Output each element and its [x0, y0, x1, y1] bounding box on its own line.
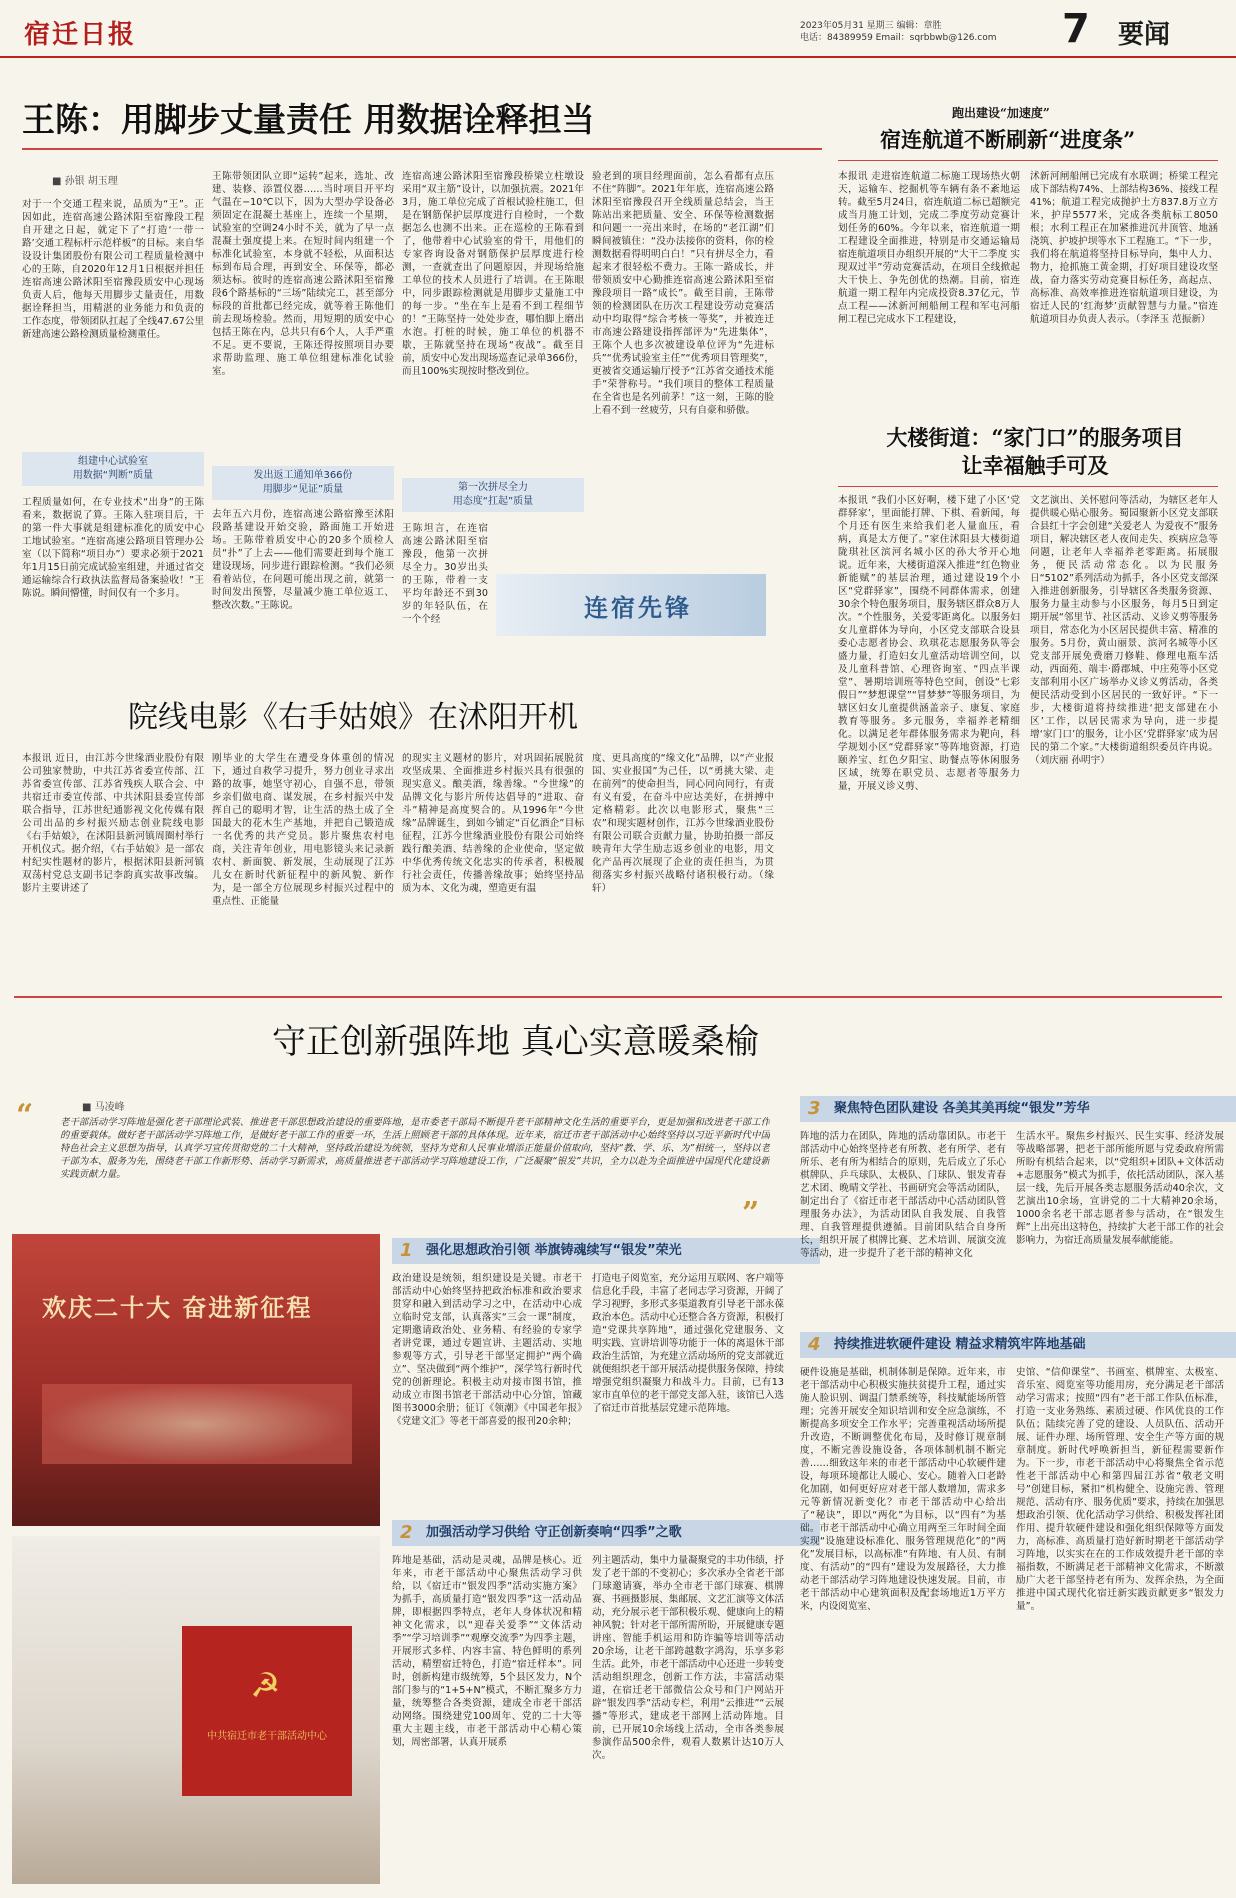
newspaper-logo: 宿迁日报 [24, 20, 137, 50]
sec1-number: 1 [400, 1240, 413, 1261]
article4-col2: 刚毕业的大学生在遭受身体重创的情况下，通过自救学习提升，努力创业寻求出路的故事，她坚守初心，自强不息，带领乡亲们做电商、谋发展，在乡村振兴中发挥自己的聪明才智，让生活的热土成了全国最大的花木生产基地，并把自己锻造成一名优秀的共产党员。影片聚焦农村电商，关注青年创业，用电影镜头来记录新农村、新面貌、新发展，生动展现了江苏儿女在新时代新征程中的新风貌、新作为，是一部全方位展现乡村振兴过程中的重点性、正能量 [212, 753, 394, 907]
article1-subhead1: 组建中心试验室 用数据“判断”质量 [22, 452, 204, 486]
article1-col4a: 验老到的项目经理面前，怎么看都有点压不住“阵脚”。2021年年底，连宿高速公路沭阳至宿豫段召开全线质量总结会，当王陈站出来把质量、安全、环保等检测数据和问题一一亮出来时，在场的“老江湖”们瞬间被镇住：“没办法接你的资料，你的检测数据看得明明白白！”只有拼尽全力，看起来才很轻松不费力。王陈一路成长，并带领质安中心勤推连宿高速公路沭阳至宿豫段项目一路“成长”。截至目前，王陈带领的检测团队在历次工程建设劳动竞赛活动中均取得“综合考核一等奖”，并被连迁市高速公路建设指挥部评为“先进集体”，王陈个人也多次被建设单位评为“先进标兵”“优秀试验室主任”“优秀项目管理奖”，更被省交通运输厅授予“江苏省交通技术能手”荣誉称号。“我们项目的整体工程质量在全省也是名列前茅！”这一刻，王陈的脸上看不到一丝疲劳，只有自豪和骄傲。 [592, 171, 774, 416]
masthead [0, 0, 1236, 58]
article2-col1: 本报讯 走进宿连航道二标施工现场热火朝天，运输车、挖掘机等车辆有条不紊地运转。截至5月24日，宿连航道二标已超额完成当月施工计划，完成二季度劳动竞赛计划任务的60%。今年以来，宿连航道一期工程建设全面推进，特别是市交通运输局宿连航道项目办组织开展的“大干二季度 实现双过半”劳动竞赛活动，在项目全线掀起大干快上、争先创优的热潮。目前，宿连航道一期工程年内完成投资8.37亿元，节点工程——沭新河闸船闸工程和军屯河船闸工程已完成水下工程建设， [838, 171, 1020, 325]
article2-title: 宿连航道不断刷新“进度条” [880, 127, 1136, 152]
article2-col2: 沭新河闸船闸已完成有水联调；桥梁工程完成下部结构74%、上部结构36%、接线工程41%；航道工程完成抛护土方837.8万立方米，护岸5577米，完成各类航标工8050根；水利工程正在加紧推进沉井顶管、地涵浇筑、护坡护坝等水下工程施工。“下一步，我们将在航道将坚持目标导向，集中人力、物力，抢抓施工黄金期，打好项目建设攻坚战，奋力落实劳动竞赛目标任务，高起点、高标准、高效率推进连宿航道项目建设，为宿迁人民的‘红海梦’贡献智慧与力量。”宿连航道项目办负责人表示。（李泽玉 范振新） [1030, 171, 1218, 325]
sec4-col2: 史馆、“信仰课堂”、书画室、棋牌室、太极室、音乐室、阅览室等功能用房，充分满足老干部活动学习需求；按照“四有”老干部工作队伍标准，打造一支业务熟练、素质过硬、作风优良的工作队伍；陆续完善了党的建设、人员队伍、活动开展、证件办理、场所管理、安全生产等方面的规章制度。新时代呼唤新担当，新征程需要新作为。下一步，市老干部活动中心将聚焦全省示范性老干部活动中心和第四届江苏省“敬老文明号”创建目标，紧扣“机构健全、设施完善、管理规范、活动有序、服务优质”要求，持续在加强思想政治引领、优化活动学习供给、积极发挥社团作用、提升软硬件建设和强化组织保障等方面发力，高标准、高质量打造好新时期老干部活动学习阵地，以实实在在的工作成效提升老干部的幸福指数，不断满足老干部精神文化需求，不断激励广大老干部坚持老有所为、发挥余热，为全面推进中国式现代化宿迁新实践贡献更多“银发力量”。 [1016, 1367, 1224, 1612]
dancers-figure [42, 1384, 352, 1464]
sec3-col2: 生活水平。聚焦乡村振兴、民生实事、经济发展等战略部署，把老干部所能所愿与党委政府所需所盼有机结合起来，以“党组织+团队+文体活动+志愿服务”模式为抓手，依托活动团队，深入基层一线，先后开展各类志愿服务活动40余次，文艺演出10余场，宣讲党的二十大精神20余场，1000余名老干部志愿者参与活动，在“银发生辉”上出亮出这特色，持续扩大老干部工作的社会影响力，为宿迁高质量发展奉献能能。 [1016, 1131, 1224, 1246]
date-line: 2023年05月31 星期三 编辑：章胜 [800, 21, 942, 31]
sec3-number: 3 [808, 1098, 821, 1119]
page-number: 7 [1062, 6, 1090, 52]
article2-rule [838, 160, 1218, 161]
article1-rule [22, 148, 822, 150]
sec1-col1: 政治建设是统领，组织建设是关键。市老干部活动中心始终坚持把政治标准和政治要求贯穿和融入到活动学习之中，在活动中心成立临时党支部，认真落实“三会一课”制度，定期邀请政治处、业务精、有经验的专家学者讲党课，通过专题宣讲、主题活动、实地参观等方式，引导老干部坚定拥护“两个确立”、坚决做到“两个维护”，深学笃行新时代党的创新理论。积极主动对接市图书馆，推动成立市图书馆老干部活动中心分馆，馆藏图书3000余册；征订《领潮》《中国老年报》《党建文汇》等老干部喜爱的报刊20余种； [392, 1273, 582, 1427]
article1-col1b: 工程质量如何，在专业技术“出身”的王陈看来，数据说了算。王陈入驻项目后，干的第一件大事就是组建标准化的质安中心工地试验室。“连宿高速公路项目管理办公室（以下简称“项目办”）要求必须于2021年1月15日前完成试验室组建，并通过省交通运输综合行政执法监督局备案验收！”王陈说。瞬间懵懂，时间仅有一个多月。 [22, 497, 204, 599]
section-divider [14, 996, 1222, 998]
article5-title: 守正创新强阵地 真心实意暖桑榆 [272, 1022, 759, 1062]
article3-title: 大楼街道：“家门口”的服务项目 让幸福触手可及 [886, 425, 1184, 478]
article1-title: 王陈：用脚步丈量责任 用数据诠释担当 [22, 100, 595, 139]
article3-col1: 本报讯 “我们小区好啊，楼下建了小区‘党群驿家’，里面能打牌、下棋、看新闻，每个月还有医生来给我们老人量血压，看病，真是太方便了。”家住沭阳县大楼街道陇琪社区滨河名城小区的孙大爷开心地说。近年来，大楼街道深入推进“红色物业新能赋”的基层治理，通过建设19个小区“党群驿家”，围绕不同群体需求，创建30余个特色服务项目，服务辖区群众8万人次。“个性服务，关爱零距离化。以服务妇女儿童群体为导向，小区党支部联合设县委心志愿者协会、玖琪花志愿服务队等会盛力量，打造妇女儿童活动培训空间，以及儿童科普馆、心理咨询室、“四点半课堂”、暑期培训班等特色空间，创设“七彩假日”“梦想课堂”“冒梦梦”等服务项目，为辖区妇女儿童提供涵盖亲子、康复、家庭教育等服务。多元服务，幸福养老精细化。以满足老年群体服务需求为靶向，科学规划小区“党群驿家”等阵地资源，打造颐养宝、红色夕阳宝、助餐点等休闲服务区域，统筹在职党员、志愿者等服务力量，开展义诊义剪、 [838, 495, 1020, 792]
party-wall [182, 1626, 352, 1796]
article1-col1a: 对于一个交通工程来说，品质为“王”。正因如此，连宿高速公路沭阳至宿豫段工程自开建之日起，就定下了“打造‘一带一路’交通工程标杆示范样板”的目标。来自华设设计集团股份有限公司工程质量检测中心的王陈，自2020年12月1日根据并担任连宿高速公路沭阳至宿豫段质安中心现场负责人后，他每天用脚步丈量责任，用数据诠释担当，用精湛的业务能力和负责的工作态度，带领团队扛起了全线47.67公里新建高速公路检测质量检测重任。 [22, 199, 204, 340]
article3-rule [838, 486, 1218, 487]
article5-byline: ■ 马凌峰 [82, 1102, 125, 1113]
article3-col2: 文艺演出、关怀慰问等活动，为辖区老年人提供暖心贴心服务。蜀园聚新小区党支部联合县红十字会创建“关爱老人 为爱夜不”服务项目，解决辖区老人夜间走失、疾病应急等问题，让老年人幸福养老零距离。拓展服务，便民活动常态化。以为民服务日“5102”系列活动为抓手，各小区党支部深入推进创新服务，引导辖区各类服务资源、服务力量主动参与小区服务，每月5日到定期开展“邻里节、社区活动、义诊义剪等服务项目，常态化为小区居民提供丰富、精准的服务。5月份，黄山丽景、滨河名城等小区党支部开展免费磨刀修鞋、修理电瓶车活动，西面苑、端丰·爵郡城、中庄苑等小区党支部利用小区广场举办义诊义剪活动，各类便民活动受到小区居民的一致好评。“下一步，大楼街道将持续推进‘把支部建在小区’工作，以居民需求为导向，进一步提增‘家门口’的服务，让小区‘党群驿家’成为居民的第二个家。”大楼街道组织委员许冉说。（刘庆丽 孙明宇） [1030, 495, 1218, 766]
quote-mark-icon: “ [16, 1098, 34, 1133]
article1-byline: ■ 孙银 胡玉理 [52, 176, 118, 187]
sec1-col2: 打造电子阅览室，充分运用互联网、客户端等信息化手段，丰富了老同志学习资源，开阔了学习视野，多形式多渠道教育引导老干部永葆政治本色。活动中心还整合各方资源，积极打造“党课共享阵地”，通过强化党建服务、文明实践、宣讲培训等功能于一体的离退休干部政治生活馆，为充建立活动场所的党支部就近就便组织老干部开展活动提供服务保障，持续增强党组织凝聚力和战斗力。目前，已有13家市直单位的老干部党支部入驻，该馆已入选了宿迁市首批基层党建示范阵地。 [592, 1273, 784, 1414]
stage-performance-photo [12, 1234, 380, 1526]
article1-col3b: 王陈坦言，在连宿高速公路沭阳至宿豫段，他第一次拼尽全力。30岁出头的王陈，带着一支平均年龄还不到30岁的年轻队伍，在一个个经 [402, 523, 488, 625]
photo-banner-text: 欢庆二十大 奋进新征程 [42, 1293, 313, 1322]
sec4-col1: 硬件设施是基础，机制体制是保障。近年来，市老干部活动中心积极实施扶贫提升工程，通过实施人脸识别、调温门禁系统等，科技赋能场所管理；完善开展安全知识培训和安全应急演练，不断提高多项安全工作水平；完善重视活动场所提升改造，不断调整优化布局，及时修订规章制度，不断完善设施设备，各项体制机制不断完善……细致这年来的市老干部活动中心软硬件建设，每项环境都让人暖心、安心。随着入口老龄化加剧，如何更好应对老干部人数增加，需求多元等新情况新变化？市老干部活动中心给出了“秘诀”，即以“两化”为目标，以“四有”为基础。市老干部活动中心确立用两至三年时间全面实现“设施建设标准化、服务管理规范化”的“两化”发展目标，以高标准“有阵地、有人员、有制度、有活动”的“四有”建设为发展路径，大力推动老干部活动学习阵地建设快速发展。目前，市老干部活动中心建筑面积及配套场地近1万平方米，内设阅览室、 [800, 1367, 1006, 1612]
article1-col2b: 去年五六月份，连宿高速公路宿豫至沭阳段路基建设开始交验，路面施工开始进场。王陈带着质安中心的20多个质检人员“扑”了上去——他们需要赶到每个施工建设现场，同步进行跟踪检测。“我们必须看着站位，在问题可能出现之前，就第一时间发出预警，尽量减少施工单位返工、整改次数。”王陈说。 [212, 509, 394, 611]
article1-col3a: 连宿高速公路沭阳至宿豫段桥梁立柱墩设采用“双主筋”设计，以加强抗震。2021年3月，施工单位完成了首根试验柱施工，但是在钢筋保护层厚度进行自检时，一个数据怎么也测不出来。正在巡检的王陈看到了，他带着中心试验室的骨干，用他们的专家咨询设备对钢筋保护层厚度进行检测，一查就查出了问题原因，并现场给施工单位的技术人员进行了培训。在王陈眼中，同步跟踪检测就是用脚步丈量施工中的每一步。“坐在车上是看不到工程细节的！”王陈坚持一处处步查，哪怕脚上磨出水泡。打桩的时候，施工单位的机器不歇，王陈就坚持在现场“夜战”。截至目前，质安中心发出现场巡查记录单366份，而且100%实现按时整改到位。 [402, 171, 584, 377]
article2-kicker: 跑出建设“加速度” [952, 106, 1050, 120]
sec3-bar [800, 1096, 1236, 1122]
sec4-number: 4 [808, 1334, 821, 1355]
wall-text: 中共宿迁市老干部活动中心 [207, 1731, 327, 1742]
column-banner-text: 连宿先锋 [584, 593, 692, 622]
article4-col4: 度、更具高度的“缘文化”品牌，以“产业报国、实业报国”为己任，以“勇挑大梁、走在前列”的使命担当，同心同向同行，有责有义有爱，在奋斗中应达美好，在拼搏中定格精彩。此次以电影形式，聚焦“三农”和现实题材创作，江苏今世缘酒业股份有限公司联合贡献力量，协助拍摄一部反映青年大学生励志返乡创业的电影，用文化产品再次展现了企业的责任担当，为贯彻落实乡村振兴战略付诸积极行动。（缘轩） [592, 753, 774, 894]
quote-close-icon: ” [742, 1196, 760, 1231]
issue-meta [800, 20, 997, 44]
contact-line: 电话：84389959 Email：sqrbbwb@126.com [800, 33, 997, 43]
article4-col3: 的现实主义题材的影片，对巩固拓展脱贫攻坚成果、全面推进乡村振兴具有很强的现实意义。酿美酒，缘善缘。“今世缘”的品牌文化与影片所传达倡导的“进取、奋斗”精神是高度契合的。从1996年“今世缘”品牌诞生，到如今铺定“百亿酒企”目标征程，江苏今世缘酒业股份有限公司始终践行酿美酒、结善缘的企业使命，坚定做中华优秀传统文化忠实的传承者，积极履行社会责任，传播善缘故事；始终坚持品质为本、文化为魂，塑造更有温 [402, 753, 584, 894]
article5-lead: 老干部活动学习阵地是强化老干部理论武装、推进老干部思想政治建设的重要阵地，是市委老干部局不断提升老干部精神文化生活的重要平台，更是加强和改进老干部工作的重要载体。做好老干部活动学习阵地工作，是做好老干部工作的重要一环，生活上照顾老干部的具体体现。近年来，宿迁市老干部活动中心始终坚持以习近平新时代中国特色社会主义思想为指导，认真学习宣传贯彻党的二十大精神，坚持政治建设为统领，坚持为党和人民事业增添正能量价值取向，坚持“教、学、乐、为”相统一，坚持以老干部为本、服务为先，围绕老干部工作新形势、活动学习新需求，高质量推进老干部活动学习阵地建设工作，广泛凝聚“银发”共识，全力以赴为全面推进中国现代化建设新实践贡献力量。 [60, 1117, 770, 1180]
article1-subhead2: 发出返工通知单366份 用脚步“见证”质量 [212, 466, 394, 500]
sec2-title: 加强活动学习供给 守正创新奏响“四季”之歌 [426, 1525, 682, 1540]
sec2-bar [392, 1520, 820, 1546]
article1-col2a: 王陈带领团队立即“运转”起来，选址、改建、装修、添置仪器……当时项目开平均气温在−10℃以下，因为大型办学设备必须固定在混凝土基座上，连续一个星期，试验室的空调24小时不关，就为了早一点混凝土强度提上来。在短时间内组建一个标准化试验室，本身就不轻松，从面积达标到布局合理，再到安全、环保等，都必须达标。彼时的连宿高速公路沭阳至宿豫段6个路基标的“三场”陆续完工，甚至部分标段的首批都已经完成，就等着王陈他们前去现场检验。然而，用短期的质安中心包括王陈在内，总共只有6个人，人手严重不足。更不要说，王陈还得按照项目办要求帮助监理、施工单位组建标准化试验室。 [212, 171, 394, 377]
activity-center-photo [12, 1536, 380, 1884]
sec1-title: 强化思想政治引领 举旗铸魂续写“银发”荣光 [426, 1243, 682, 1258]
sec2-col2: 列主题活动，集中力量凝聚党的丰功伟绩，抒发了老干部的不变初心；多次承办全省老干部门球邀请赛，举办全市老干部门球赛、棋牌赛、书画摄影展、集邮展、文艺汇演等文体活动，充分展示老干部积极乐观、健康向上的精神风貌；针对老干部所需所盼，开展健康专题讲座、智能手机运用和防诈骗等培训等活动20余场，让老干部跨越数字鸿沟，乐享多彩生活。此外，市老干部活动中心还进一步转变活动组织理念，创新工作方法，丰富活动渠道，在宿迁老干部微信公众号和门户网站开辟“银发四季”活动专栏，利用“云推进”“云展播”等形式，建成老干部网上活动阵地。目前，已开展10余场线上活动，全市各类参展参演作品500余件，观看人数累计达10万人次。 [592, 1555, 784, 1761]
sec3-col1: 阵地的活力在团队，阵地的活动靠团队。市老干部活动中心始终坚持老有所教、老有所学、老有所乐、老有所为相结合的原则，先后成立了乐心棋牌队、乒乓球队、太极队、门球队、银发青春艺术团、晚晴文学社、书画研究会等活动团队，制定出台了《宿迁市老干部活动中心活动团队管理服务办法》，为活动团队自我发展、自我管理、自我管理提供遵循。目前团队结合自身所长，组织开展了棋牌比赛、艺术培训、展演交流等活动，进一步提升了老干部的精神文化 [800, 1131, 1006, 1259]
sec1-bar [392, 1238, 820, 1264]
sec2-number: 2 [400, 1522, 413, 1543]
section-name: 要闻 [1118, 20, 1171, 50]
sec3-title: 聚焦特色团队建设 各美其美再绽“银发”芳华 [834, 1101, 1090, 1116]
article4-col1: 本报讯 近日，由江苏今世缘酒业股份有限公司独家赞助，中共江苏省委宣传部、江苏省委宣传部、江苏省残疾人联合会、中共宿迁市委宣传部、中共沭阳县委宣传部联合指导，江苏世纪通影视文化传媒有限公司出品的乡村振兴励志创业院线电影《右手姑娘》，在沭阳县新河镇周圈村举行开机仪式。据介绍，《右手姑娘》是一部农村纪实性题材的影片，根据沭阳县新河镇双荡村党总支副书记李韵真实故事改编。影片主要讲述了 [22, 753, 204, 894]
column-banner [496, 574, 766, 636]
article1-subhead3: 第一次拼尽全力 用态度“扛起”质量 [402, 478, 584, 512]
sec2-col1: 阵地是基础，活动是灵魂，品牌是核心。近年来，市老干部活动中心聚焦活动学习供给，以《宿迁市“银发四季”活动实施方案》为抓手，高质量打造“银发四季”这一活动品牌，即根据四季特点，老年人身体状况和精神文化需求，以“迎春关爱季”“文体活动季”“学习培训季”“观摩交流季”为四季主题，开展形式多样、内容丰富、特色鲜明的系列活动，精塑宿迁特色，打造“宿迁样本”。同时，创新构建市级统筹，5个县区发力，N个部门参与的“1+5+N”模式，不断汇聚多方力量，统筹整合各类资源，建成全市老干部活动网络。围绕建党100周年、党的二十大等重大主题主线，市老干部活动中心精心策划，周密部署，认真开展系 [392, 1555, 582, 1748]
sec4-title: 持续推进软硬件建设 精益求精筑牢阵地基础 [834, 1337, 1086, 1352]
party-emblem-icon: ☭ [250, 1666, 281, 1706]
article4-title: 院线电影《右手姑娘》在沭阳开机 [128, 700, 578, 735]
sec4-bar [800, 1332, 1236, 1358]
